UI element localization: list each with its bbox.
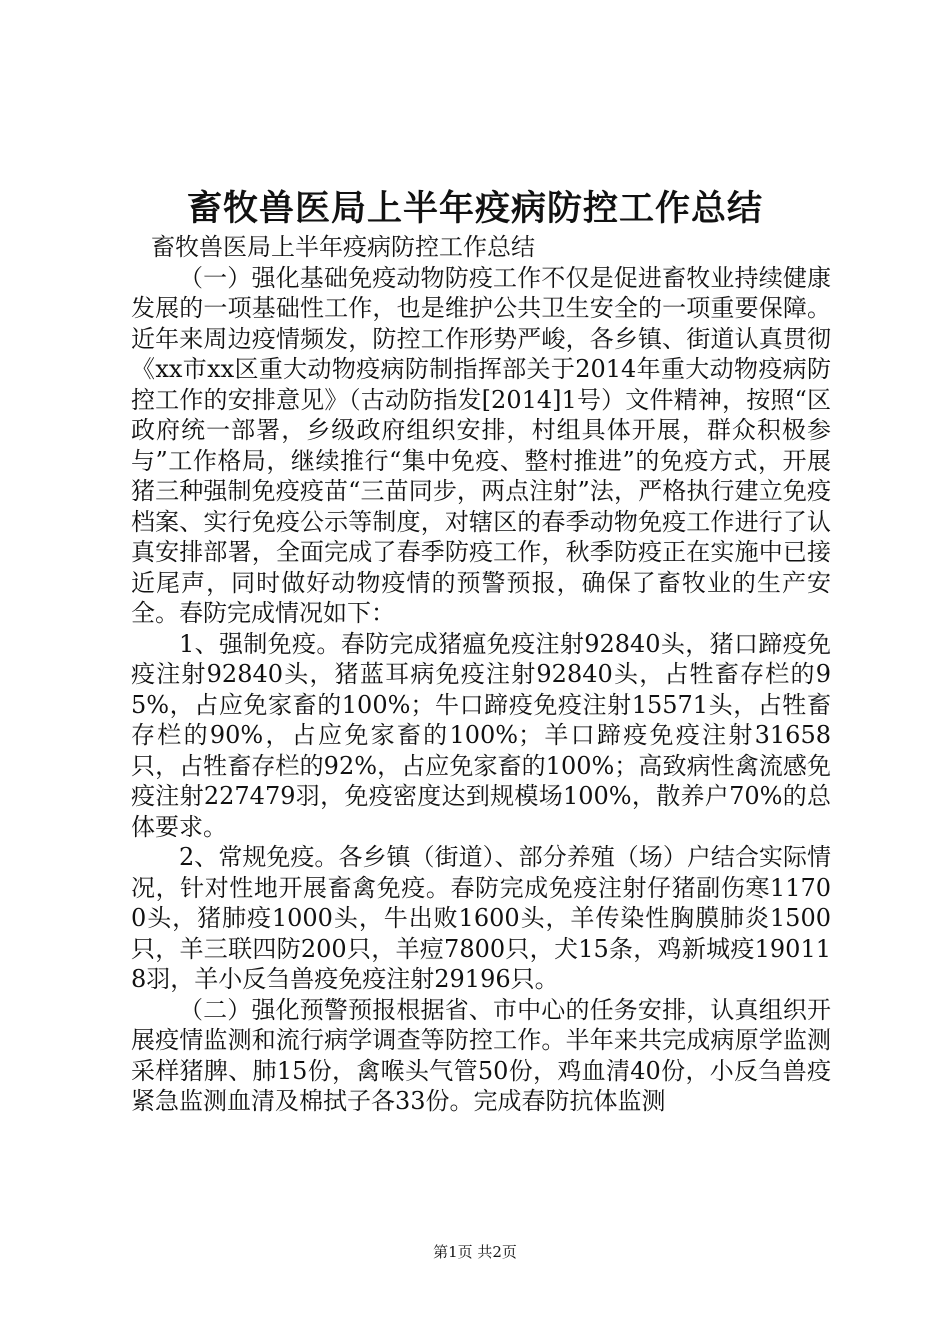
document-title: 畜牧兽医局上半年疫病防控工作总结 (186, 188, 763, 229)
page-footer: 第1页 共2页 (433, 1243, 517, 1261)
paragraph-routine-immunity: 2、常规免疫。各乡镇（街道）、部分养殖（场）户结合实际情况，针对性地开展畜禽免疫。春防完成免疫注射仔猪副伤寒11700头，猪肺疫1000头，牛出败1600头，羊传染性胸膜肺炎1500只，羊三联四防200只，羊痘7800只，犬15条，鸡新城疫190118羽，羊小反刍兽疫免疫注射29196只。 (131, 843, 831, 993)
paragraph-early-warning: （二）强化预警预报根据省、市中心的任务安排，认真组织开展疫情监测和流行病学调查等防控工作。半年来共完成病原学监测采样猪脾、肺15份，禽喉头气管50份，鸡血清40份，小反刍兽疫紧急监测血清及棉拭子各33份。完成春防抗体监测 (131, 995, 831, 1115)
document-subtitle: 畜牧兽医局上半年疫病防控工作总结 (151, 233, 535, 261)
paragraph-mandatory-immunity: 1、强制免疫。春防完成猪瘟免疫注射92840头，猪口蹄疫免疫注射92840头，猪蓝耳病免疫注射92840头，占牲畜存栏的95%，占应免家畜的100%；牛口蹄疫免疫注射15571头，占牲畜存栏的90%，占应免家畜的100%；羊口蹄疫免疫注射31658只，占牲畜存栏的92%，占应免家畜的100%；高致病性禽流感免疫注射227479羽，免疫密度达到规模场100%，散养户70%的总体要求。 (131, 629, 831, 841)
paragraph-strengthen-basic-immunity: （一）强化基础免疫动物防疫工作不仅是促进畜牧业持续健康发展的一项基础性工作，也是维护公共卫生安全的一项重要保障。近年来周边疫情频发，防控工作形势严峻，各乡镇、街道认真贯彻《xx市xx区重大动物疫病防制指挥部关于2014年重大动物疫病防控工作的安排意见》（古动防指发[2014]1号）文件精神，按照“区政府统一部署，乡级政府组织安排，村组具体开展，群众积极参与”工作格局，继续推行“集中免疫、整村推进”的免疫方式，开展猪三种强制免疫疫苗“三苗同步，两点注射”法，严格执行建立免疫档案、实行免疫公示等制度，对辖区的春季动物免疫工作进行了认真安排部署，全面完成了春季防疫工作，秋季防疫正在实施中已接近尾声，同时做好动物疫情的预警预报，确保了畜牧业的生产安全。春防完成情况如下： (131, 263, 831, 627)
document-body (131, 232, 831, 1117)
